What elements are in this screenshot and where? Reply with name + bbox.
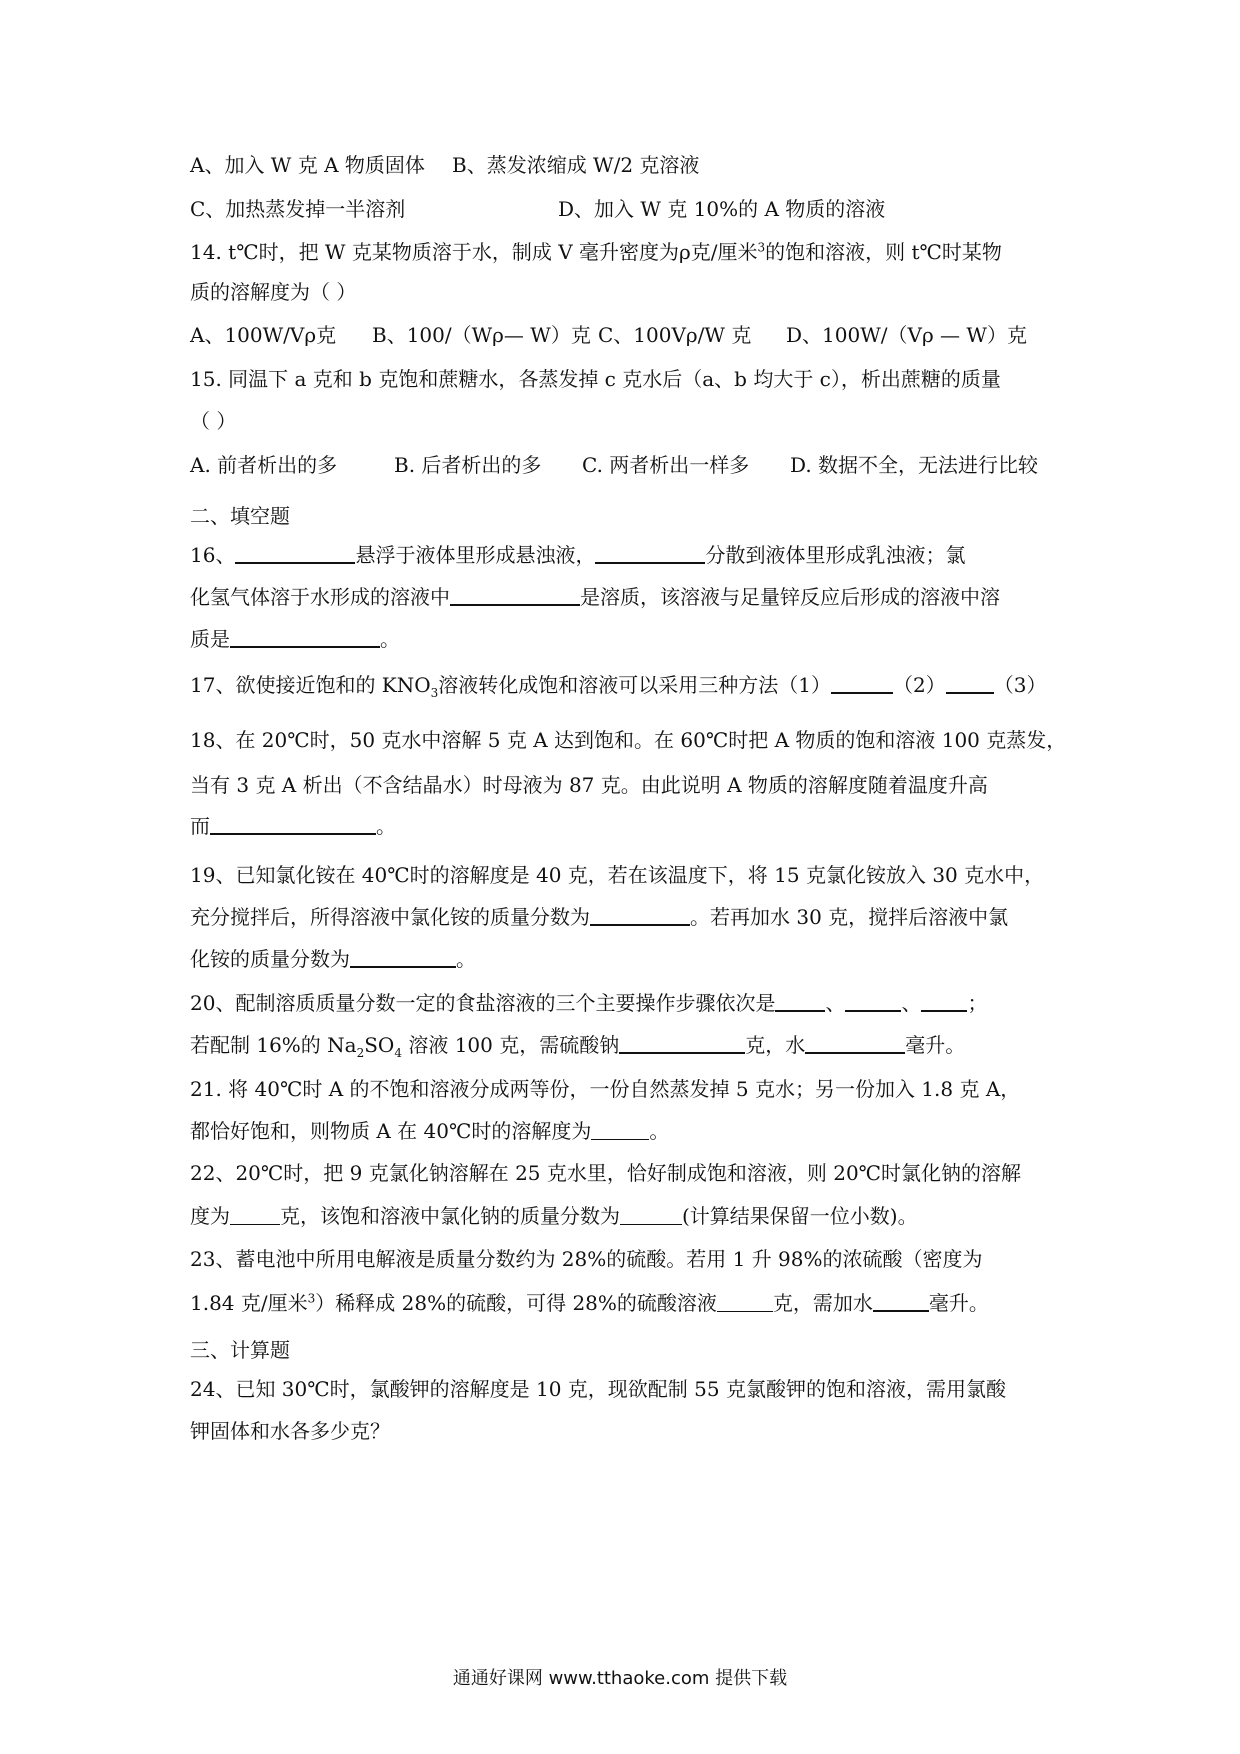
q23-text: 1.84 克/厘米 xyxy=(190,1291,308,1315)
subscript: 4 xyxy=(394,1046,402,1060)
q20-text: 克，水 xyxy=(745,1033,806,1057)
q15-stem-line2: （ ） xyxy=(190,409,237,433)
q22-text: 克，该饱和溶液中氯化钠的质量分数为 xyxy=(280,1204,620,1228)
answer-blank[interactable] xyxy=(595,542,705,564)
q20-line1 xyxy=(190,990,987,1016)
answer-blank[interactable] xyxy=(230,626,380,648)
q20-text: 若配制 16%的 Na xyxy=(190,1033,357,1057)
answer-blank[interactable] xyxy=(210,813,376,835)
q14-options xyxy=(190,322,1027,348)
answer-blank[interactable] xyxy=(946,672,994,694)
q23-text: 克，需加水 xyxy=(772,1291,873,1315)
q19-line3 xyxy=(190,946,476,972)
superscript: 3 xyxy=(307,1291,316,1306)
q21-line2 xyxy=(190,1118,669,1144)
q14-option-d: D、100W/（Vρ — W）克 xyxy=(786,323,1027,347)
q20-text: 毫升。 xyxy=(905,1033,966,1057)
q23-text: ）稀释成 28%的硫酸，可得 28%的硫酸溶液 xyxy=(315,1291,717,1315)
answer-blank[interactable] xyxy=(235,542,355,564)
q18-line1: 18、在 20℃时，50 克水中溶解 5 克 A 达到饱和。在 60℃时把 A 物质的饱和溶液 100 克蒸发， xyxy=(190,728,1067,752)
q16-text: 16、 xyxy=(190,543,236,567)
q14-text: 的饱和溶液，则 t℃时某物 xyxy=(765,240,1002,264)
answer-blank[interactable] xyxy=(230,1204,280,1225)
q19-text: 。若再加水 30 克，搅拌后溶液中氯 xyxy=(690,905,1009,929)
q15-option-d: D. 数据不全，无法进行比较 xyxy=(790,453,1039,477)
q22-line1: 22、20℃时，把 9 克氯化钠溶解在 25 克水里，恰好制成饱和溶液，则 20℃时氯化钠的溶解 xyxy=(190,1161,1022,1185)
q19-text: 化铵的质量分数为 xyxy=(190,947,350,971)
q18-line3 xyxy=(190,813,396,839)
q13-option-a: A、加入 W 克 A 物质固体 xyxy=(190,153,425,177)
q20-line2 xyxy=(190,1032,965,1058)
q19-line2 xyxy=(190,904,1008,930)
superscript: 3 xyxy=(757,240,766,255)
q22-text: (计算结果保留一位小数)。 xyxy=(682,1204,918,1228)
q20-text: 、 xyxy=(901,991,922,1015)
answer-blank[interactable] xyxy=(921,990,967,1012)
q14-option-a: A、100W/Vρ克 xyxy=(190,323,337,347)
q17-text: 溶液转化成饱和溶液可以采用三种方法（1） xyxy=(438,673,832,697)
answer-blank[interactable] xyxy=(805,1032,905,1054)
q19-text: 充分搅拌后，所得溶液中氯化铵的质量分数为 xyxy=(190,905,590,929)
q18-line2: 当有 3 克 A 析出（不含结晶水）时母液为 87 克。由此说明 A 物质的溶解度随着温度升高 xyxy=(190,773,988,797)
answer-blank[interactable] xyxy=(873,1290,929,1312)
q15-option-a: A. 前者析出的多 xyxy=(190,453,338,477)
q15-option-b: B. 后者析出的多 xyxy=(394,453,542,477)
answer-blank[interactable] xyxy=(591,1119,649,1140)
q16-line1 xyxy=(190,542,965,568)
q16-text: 是溶质，该溶液与足量锌反应后形成的溶液中溶 xyxy=(580,585,1000,609)
q16-text: 悬浮于液体里形成悬浊液， xyxy=(355,543,596,567)
q24-line2: 钾固体和水各多少克？ xyxy=(190,1419,390,1443)
subscript: 3 xyxy=(430,686,439,700)
subscript: 2 xyxy=(356,1046,365,1060)
q18-text: 而 xyxy=(190,814,210,838)
q16-text: 分散到液体里形成乳浊液；氯 xyxy=(705,543,966,567)
q13-options-row1 xyxy=(190,152,700,178)
q15-options xyxy=(190,452,1039,478)
q13-option-c: C、加热蒸发掉一半溶剂 xyxy=(190,197,406,221)
q20-text: ； xyxy=(967,991,988,1015)
q16-text: 质是 xyxy=(190,627,230,651)
q19-text: 。 xyxy=(456,947,476,971)
q14-stem-line2: 质的溶解度为（ ） xyxy=(190,280,357,304)
q24-line1: 24、已知 30℃时，氯酸钾的溶解度是 10 克，现欲配制 55 克氯酸钾的饱和溶液，需用氯酸 xyxy=(190,1377,1006,1401)
q14-text: 14. t℃时，把 W 克某物质溶于水，制成 V 毫升密度为ρ克/厘米 xyxy=(190,240,758,264)
answer-blank[interactable] xyxy=(775,990,825,1012)
answer-blank[interactable] xyxy=(619,1032,745,1054)
page-footer: 通通好课网 www.tthaoke.com 提供下载 xyxy=(452,1668,788,1689)
q15-option-c: C. 两者析出一样多 xyxy=(582,453,750,477)
q14-stem-line1 xyxy=(190,239,1002,265)
q13-options-row2 xyxy=(190,196,886,222)
q19-line1: 19、已知氯化铵在 40℃时的溶解度是 40 克，若在该温度下，将 15 克氯化铵放入 30 克水中， xyxy=(190,863,1045,887)
answer-blank[interactable] xyxy=(845,990,901,1012)
answer-blank[interactable] xyxy=(717,1291,773,1312)
q23-line1: 23、蓄电池中所用电解液是质量分数约为 28%的硫酸。若用 1 升 98%的浓硫酸（密度为 xyxy=(190,1247,983,1271)
q17-line xyxy=(190,672,1047,698)
q17-text: （2） xyxy=(893,673,946,697)
q20-text: 、 xyxy=(825,991,846,1015)
q16-text: 。 xyxy=(380,627,400,651)
q16-text: 化氢气体溶于水形成的溶液中 xyxy=(190,585,450,609)
q13-option-d: D、加入 W 克 10%的 A 物质的溶液 xyxy=(558,197,886,221)
q13-option-b: B、蒸发浓缩成 W/2 克溶液 xyxy=(452,153,700,177)
answer-blank[interactable] xyxy=(450,584,580,606)
q20-text: 溶液 100 克，需硫酸钠 xyxy=(401,1033,620,1057)
q21-text: 都恰好饱和，则物质 A 在 40℃时的溶解度为 xyxy=(190,1119,592,1143)
answer-blank[interactable] xyxy=(590,904,690,926)
q21-line1: 21. 将 40℃时 A 的不饱和溶液分成两等份，一份自然蒸发掉 5 克水；另一份加入 1.8 克 A， xyxy=(190,1077,1021,1101)
q15-stem-line1: 15. 同温下 a 克和 b 克饱和蔗糖水，各蒸发掉 c 克水后（a、b 均大于 c），析出蔗糖的质量 xyxy=(190,367,1001,391)
q22-line2 xyxy=(190,1203,918,1229)
section-heading-calculation: 三、计算题 xyxy=(190,1338,290,1362)
q17-text: （3） xyxy=(993,673,1047,697)
q14-option-c: C、100Vρ/W 克 xyxy=(598,323,752,347)
answer-blank[interactable] xyxy=(620,1204,682,1225)
section-heading-fill-in: 二、填空题 xyxy=(190,504,290,528)
q16-line3 xyxy=(190,626,400,652)
q21-text: 。 xyxy=(649,1119,670,1143)
q18-text: 。 xyxy=(376,814,396,838)
q23-text: 毫升。 xyxy=(928,1291,989,1315)
q23-line2 xyxy=(190,1290,989,1316)
answer-blank[interactable] xyxy=(350,946,456,968)
q20-text: 20、配制溶质质量分数一定的食盐溶液的三个主要操作步骤依次是 xyxy=(190,991,776,1015)
q16-line2 xyxy=(190,584,1000,610)
q20-text: SO xyxy=(364,1033,395,1057)
answer-blank[interactable] xyxy=(831,672,893,694)
q17-text: 17、欲使接近饱和的 KNO xyxy=(190,673,431,697)
q22-text: 度为 xyxy=(190,1204,230,1228)
q14-option-b: B、100/（Wρ— W）克 xyxy=(372,323,591,347)
